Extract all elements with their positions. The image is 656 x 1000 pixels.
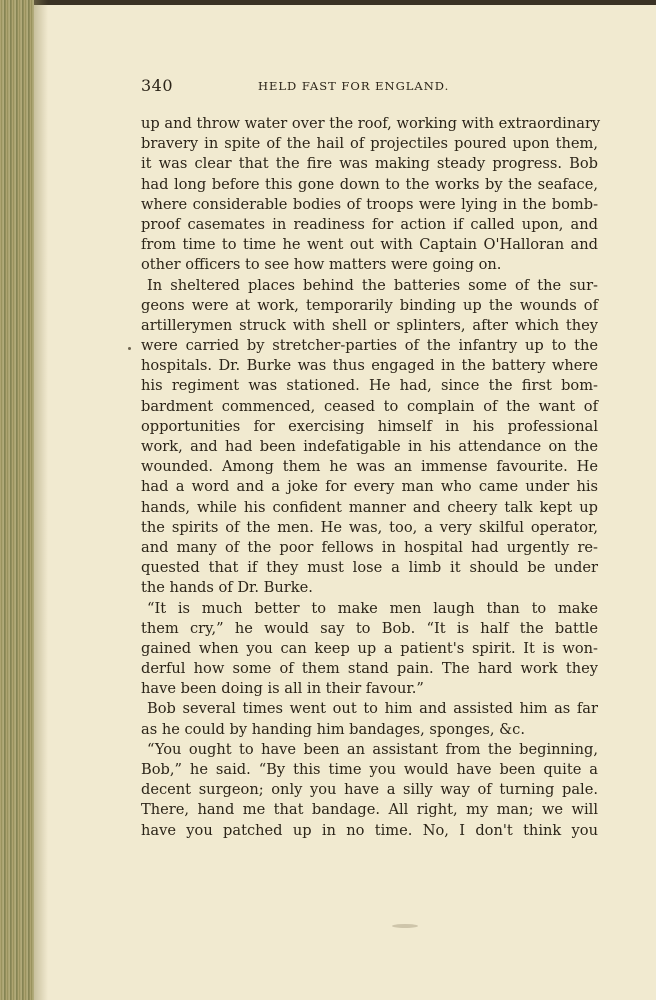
text-line: decent surgeon; only you have a silly way of turning pale.: [141, 781, 598, 799]
text-line: and many of the poor fellows in hospital had urgently re-: [141, 538, 598, 556]
text-line: were carried by stretcher-parties of the infantry up to the: [141, 337, 598, 355]
page-top-edge: [0, 0, 656, 5]
text-line: “You ought to have been an assistant from the beginning,: [147, 740, 598, 758]
page-number: 340: [141, 76, 174, 95]
text-line: have you patched up in no time. No, I don't think you: [141, 821, 598, 839]
text-line: the spirits of the men. He was, too, a very skilful operator,: [141, 518, 598, 536]
text-line: them cry,” he would say to Bob. “It is half the battle: [141, 619, 598, 637]
text-line: the hands of Dr. Burke.: [141, 579, 313, 597]
book-spine-edge: [0, 0, 34, 1000]
text-line: work, and had been indefatigable in his attendance on the: [141, 438, 598, 455]
gutter-shadow: [34, 0, 48, 1000]
text-line: it was clear that the fire was making steady progress. Bob: [141, 155, 598, 173]
text-line: hands, while his confident manner and cheery talk kept up: [141, 498, 598, 516]
text-line: hospitals. Dr. Burke was thus engaged in the battery where: [141, 357, 598, 375]
text-line: had a word and a joke for every man who came under his: [141, 478, 598, 496]
ink-smudge: [392, 924, 418, 928]
text-line: proof casemates in readiness for action if called upon, and: [141, 215, 598, 233]
text-line: bravery in spite of the hail of projectiles poured upon them,: [141, 135, 598, 153]
margin-dot: [128, 347, 131, 350]
text-line: opportunities for exercising himself in his professional: [141, 417, 598, 435]
text-line: as he could by handing him bandages, sponges, &c.: [141, 720, 525, 738]
text-line: had long before this gone down to the works by the seaface,: [141, 175, 598, 193]
text-line: geons were at work, temporarily binding up the wounds of: [141, 296, 598, 314]
text-line: bardment commenced, ceased to complain of the want of: [141, 397, 598, 415]
text-line: quested that if they must lose a limb it should be under: [141, 559, 598, 577]
text-line: In sheltered places behind the batteries some of the sur-: [147, 276, 598, 294]
text-line: Bob,” he said. “By this time you would have been quite a: [141, 761, 598, 778]
text-line: where considerable bodies of troops were lying in the bomb-: [141, 195, 598, 213]
page-header: [141, 76, 598, 98]
text-line: his regiment was stationed. He had, since the first bom-: [141, 377, 598, 395]
text-line: There, hand me that bandage. All right, my man; we will: [141, 801, 598, 819]
text-line: wounded. Among them he was an immense favourite. He: [141, 458, 598, 476]
body-text: [141, 114, 601, 841]
text-line: from time to time he went out with Captain O'Halloran and: [141, 236, 598, 254]
text-line: other officers to see how matters were going on.: [141, 256, 502, 274]
running-title: HELD FAST FOR ENGLAND.: [258, 79, 450, 93]
text-line: “It is much better to make men laugh than to make: [147, 599, 598, 617]
text-line: derful how some of them stand pain. The hard work they: [141, 660, 598, 678]
text-line: artillerymen struck with shell or splinters, after which they: [141, 316, 598, 334]
text-line: Bob several times went out to him and assisted him as far: [147, 700, 598, 718]
text-line: gained when you can keep up a patient's spirit. It is won-: [141, 639, 598, 657]
text-line: have been doing is all in their favour.”: [141, 680, 424, 698]
text-line: up and throw water over the roof, working with extraordinary: [141, 115, 601, 132]
